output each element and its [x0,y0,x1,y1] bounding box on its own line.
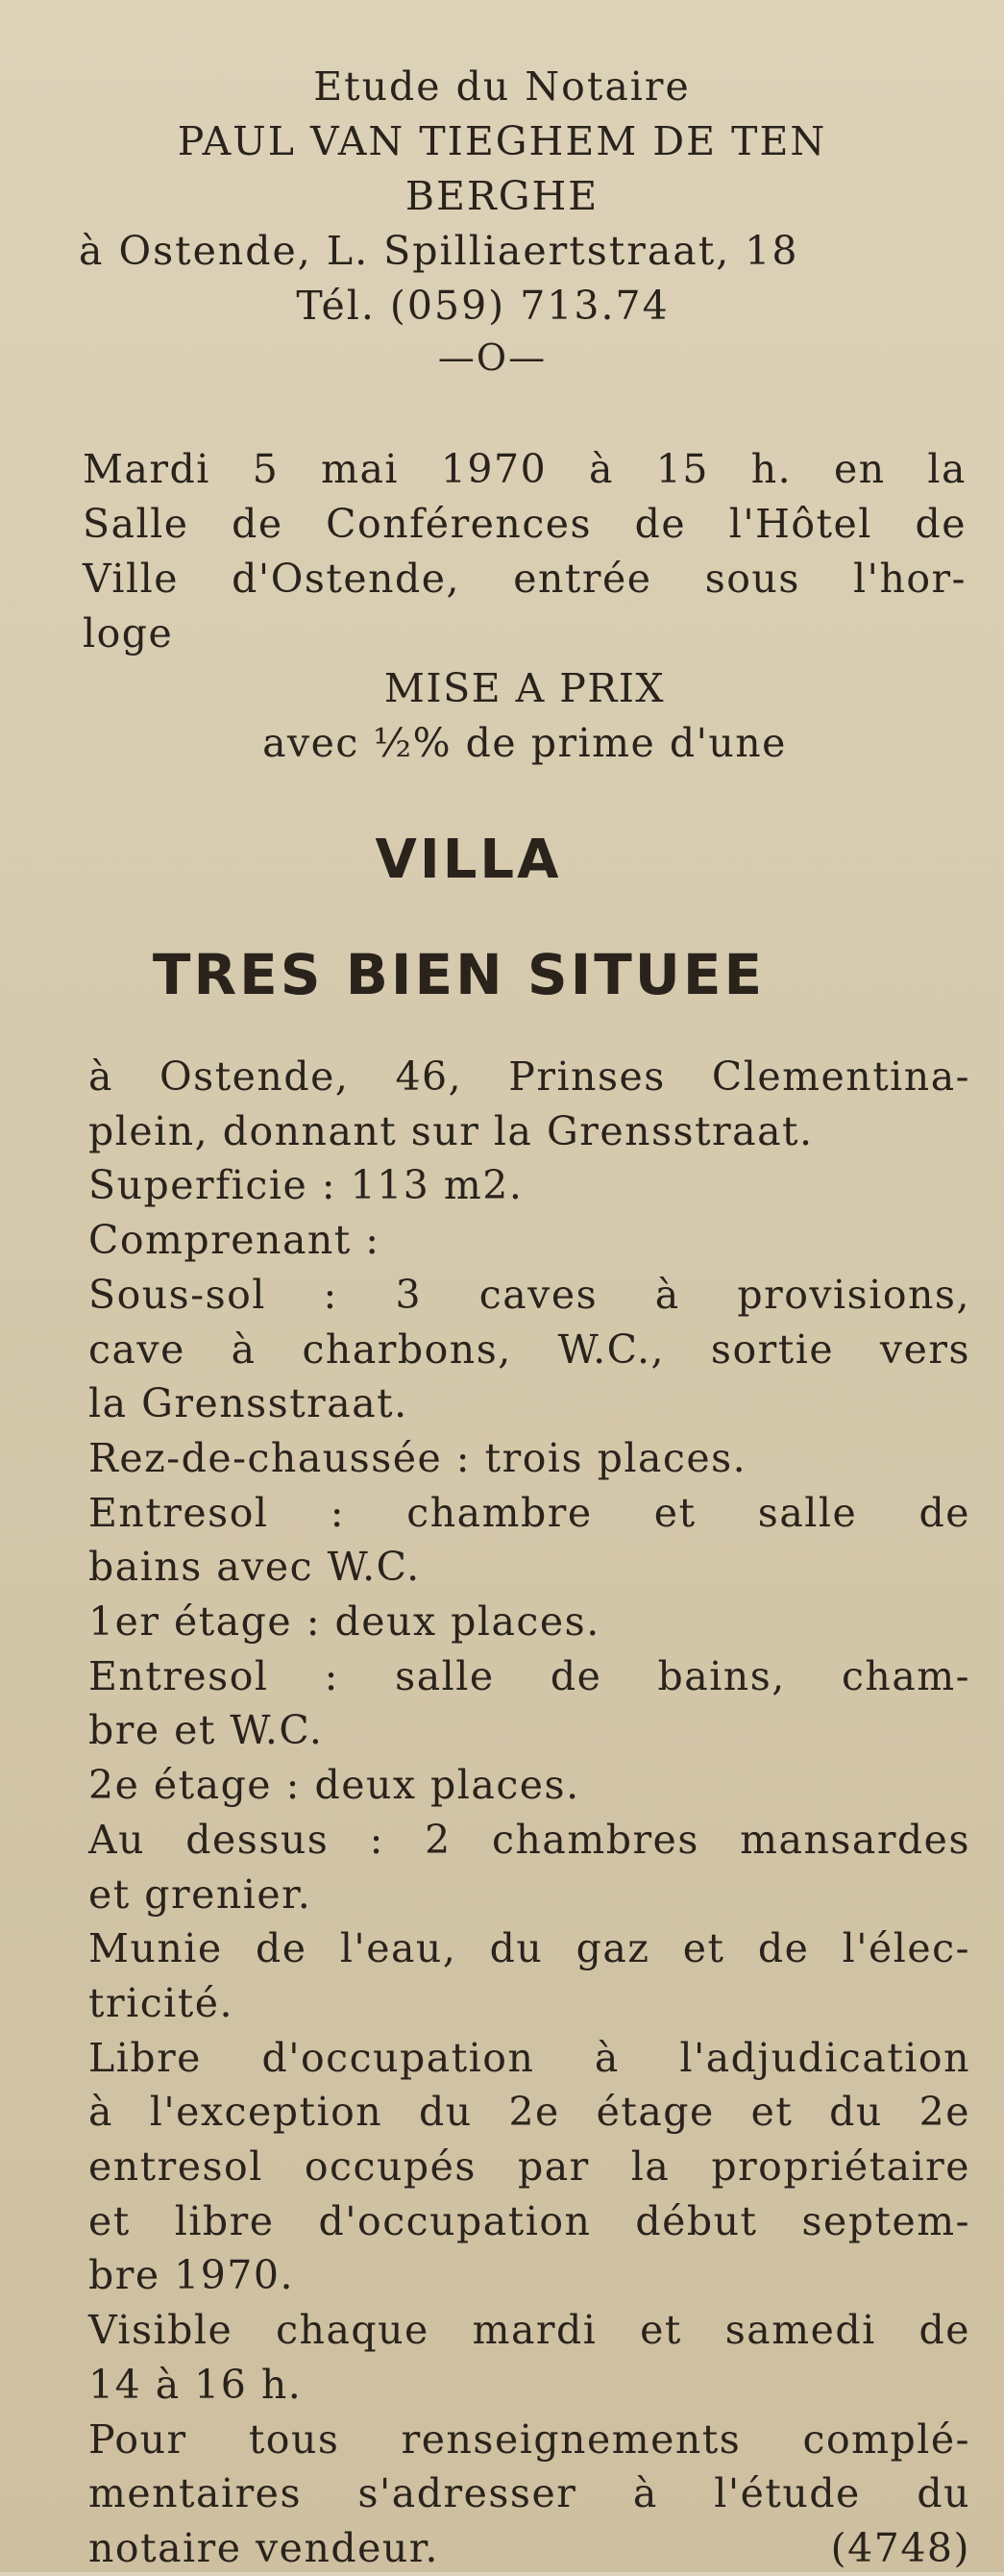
body-line: la Grensstraat. [88,1380,408,1427]
body-line: bre 1970. [88,2252,295,2299]
body-line: et libre d'occupation début septem- [88,2197,970,2244]
body-line: tricité. [88,1979,234,2026]
header-address: à Ostende, L. Spilliaertstraat, 18 [79,228,799,274]
body-line: Pour tous renseignements complé- [88,2415,970,2463]
closing-line [88,2521,970,2576]
body-line: à Ostende, 46, Prinses Clementina- [88,1053,970,1100]
reference-number: (4748) [830,2524,970,2571]
body-line: Comprenant : [88,1217,380,1264]
body-line: cave à charbons, W.C., sortie vers [88,1325,970,1373]
body-line: bre et W.C. [88,1707,324,1754]
mise-a-prix: MISE A PRIX [383,665,666,711]
closing-text: notaire vendeur. [88,2524,439,2571]
body-line: Libre d'occupation à l'adjudication [88,2034,970,2081]
prime-line: avec ½% de prime d'une [262,720,787,766]
body-line: Rez-de-chaussée : trois places. [88,1434,747,1481]
body-line: 14 à 16 h. [88,2361,303,2408]
body-line: Entresol : salle de bains, cham- [88,1652,970,1699]
page-subtitle: TRES BIEN SITUEE [152,942,766,1007]
body-line: plein, donnant sur la Grensstraat. [88,1107,814,1154]
body-line: Superficie : 113 m2. [88,1162,524,1209]
intro-line-2: Salle de Conférences de l'Hôtel de [83,501,967,547]
property-description [88,1050,970,2576]
body-line: mentaires s'adresser à l'étude du [88,2470,970,2517]
body-line: et grenier. [88,1870,312,1918]
intro-line-4: loge [83,610,174,656]
page-title: VILLA [375,829,562,891]
intro-line-1: Mardi 5 mai 1970 à 15 h. en la [83,446,967,492]
sale-details [83,442,967,771]
intro-line-3: Ville d'Ostende, entrée sous l'hor- [83,556,967,602]
body-line: entresol occupés par la propriétaire [88,2143,970,2191]
notary-header [0,60,1004,382]
header-line-2: PAUL VAN TIEGHEM DE TEN [177,118,827,164]
body-line: 1er étage : deux places. [88,1598,600,1646]
header-line-3: BERGHE [404,173,600,219]
body-line: Sous-sol : 3 caves à provisions, [88,1271,970,1318]
body-line: Au dessus : 2 chambres mansardes [88,1816,970,1863]
body-line: Visible chaque mardi et samedi de [88,2307,970,2354]
header-telephone: Tél. (059) 713.74 [296,283,670,329]
body-line: Munie de l'eau, du gaz et de l'élec- [88,1925,970,1972]
body-line: à l'exception du 2e étage et du 2e [88,2089,970,2136]
body-line: 2e étage : deux places. [88,1762,580,1809]
header-line-1: Etude du Notaire [313,63,691,110]
header-separator: —O— [437,336,548,379]
body-line: bains avec W.C. [88,1544,421,1591]
body-line: Entresol : chambre et salle de [88,1489,970,1536]
